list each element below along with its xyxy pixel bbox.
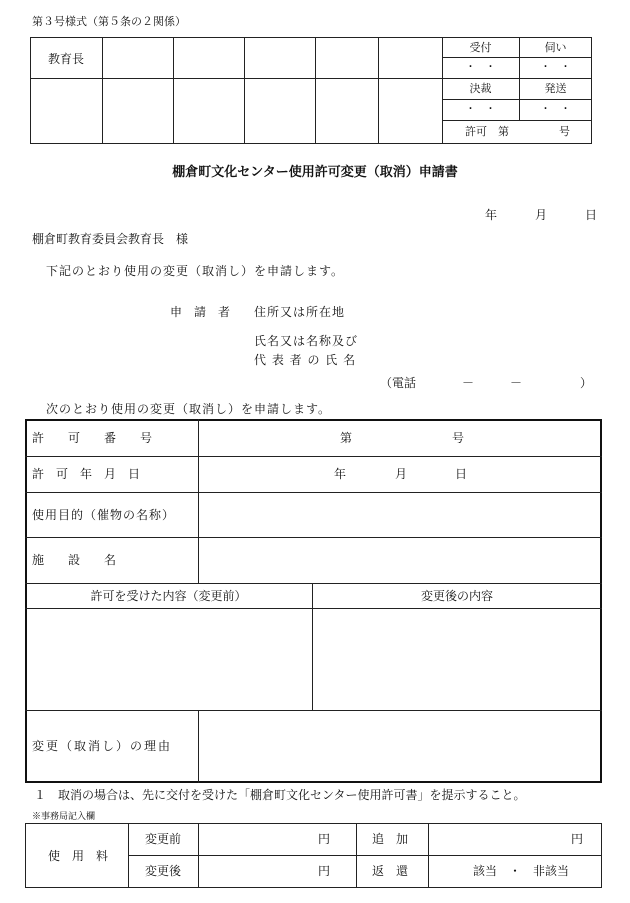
applicant-address-label: 住所又は所在地 [254,305,346,319]
uketsuke-label: 受付 [469,41,492,54]
kyoka-go-label: 号 [559,125,570,138]
uketsuke-date: ・ ・ [465,62,496,73]
fee-before-label: 変更前 [145,832,182,846]
facility-label: 施 設 名 [32,553,117,567]
fee-label: 使 用 料 [48,849,109,863]
hassou-label: 発送 [544,82,567,95]
kyoka-dai-label: 許可 第 [465,125,509,138]
note-text: １ 取消の場合は、先に交付を受けた「棚倉町文化センター使用許可書」を提示すること。 [34,788,526,802]
kessai-date: ・ ・ [465,104,496,115]
kyoikucho-label: 教育長 [47,52,84,66]
permit-number-go: 号 [452,431,465,445]
applicant-name-label-1: 氏名又は名称及び [254,334,359,348]
permit-number-label: 許 可 番 号 [32,431,153,445]
ukagai-date: ・ ・ [540,62,571,73]
hassou-date: ・ ・ [540,104,571,115]
phone-dash-2: － [510,376,523,390]
date-month: 月 [535,208,548,222]
addressee: 棚倉町教育委員会教育長 様 [32,232,189,246]
fee-gaitou-choice[interactable]: 該当 ・ 非該当 [473,864,570,878]
after-content-label: 変更後の内容 [420,589,493,603]
office-note: ※事務局記入欄 [32,812,96,822]
permit-date-label: 許 可 年 月 日 [32,467,141,481]
fee-tsuika-yen: 円 [571,832,584,846]
page-title: 棚倉町文化センター使用許可変更（取消）申請書 [172,165,458,180]
date-day: 日 [585,208,598,222]
fee-tsuika-label: 追 加 [372,832,409,846]
fee-henkan-label: 返 還 [372,864,409,878]
intro-text: 下記のとおり使用の変更（取消し）を申請します。 [46,264,345,278]
intro2-text: 次のとおり使用の変更（取消し）を申請します。 [46,402,332,416]
fee-after-yen: 円 [318,864,331,878]
fee-before-yen: 円 [318,832,331,846]
permit-date-month: 月 [395,467,408,481]
purpose-label: 使用目的（催物の名称） [32,508,176,522]
phone-open: （電話 [380,376,417,390]
permit-date-day: 日 [455,467,468,481]
permit-date-year: 年 [334,467,347,481]
before-content-label: 許可を受けた内容（変更前） [90,589,247,603]
reason-label: 変更（取消し）の理由 [32,739,173,753]
phone-dash-1: － [462,376,475,390]
permit-number-dai: 第 [340,431,353,445]
phone-close: ） [580,376,593,390]
applicant-label: 申 請 者 [170,305,231,319]
fee-after-label: 変更後 [145,864,182,878]
kessai-label: 決裁 [469,82,492,95]
applicant-name-label-2: 代 表 者 の 氏 名 [254,353,357,367]
form-number: 第３号様式（第５条の２関係） [32,15,186,28]
ukagai-label: 伺い [544,41,567,54]
date-year: 年 [485,208,498,222]
